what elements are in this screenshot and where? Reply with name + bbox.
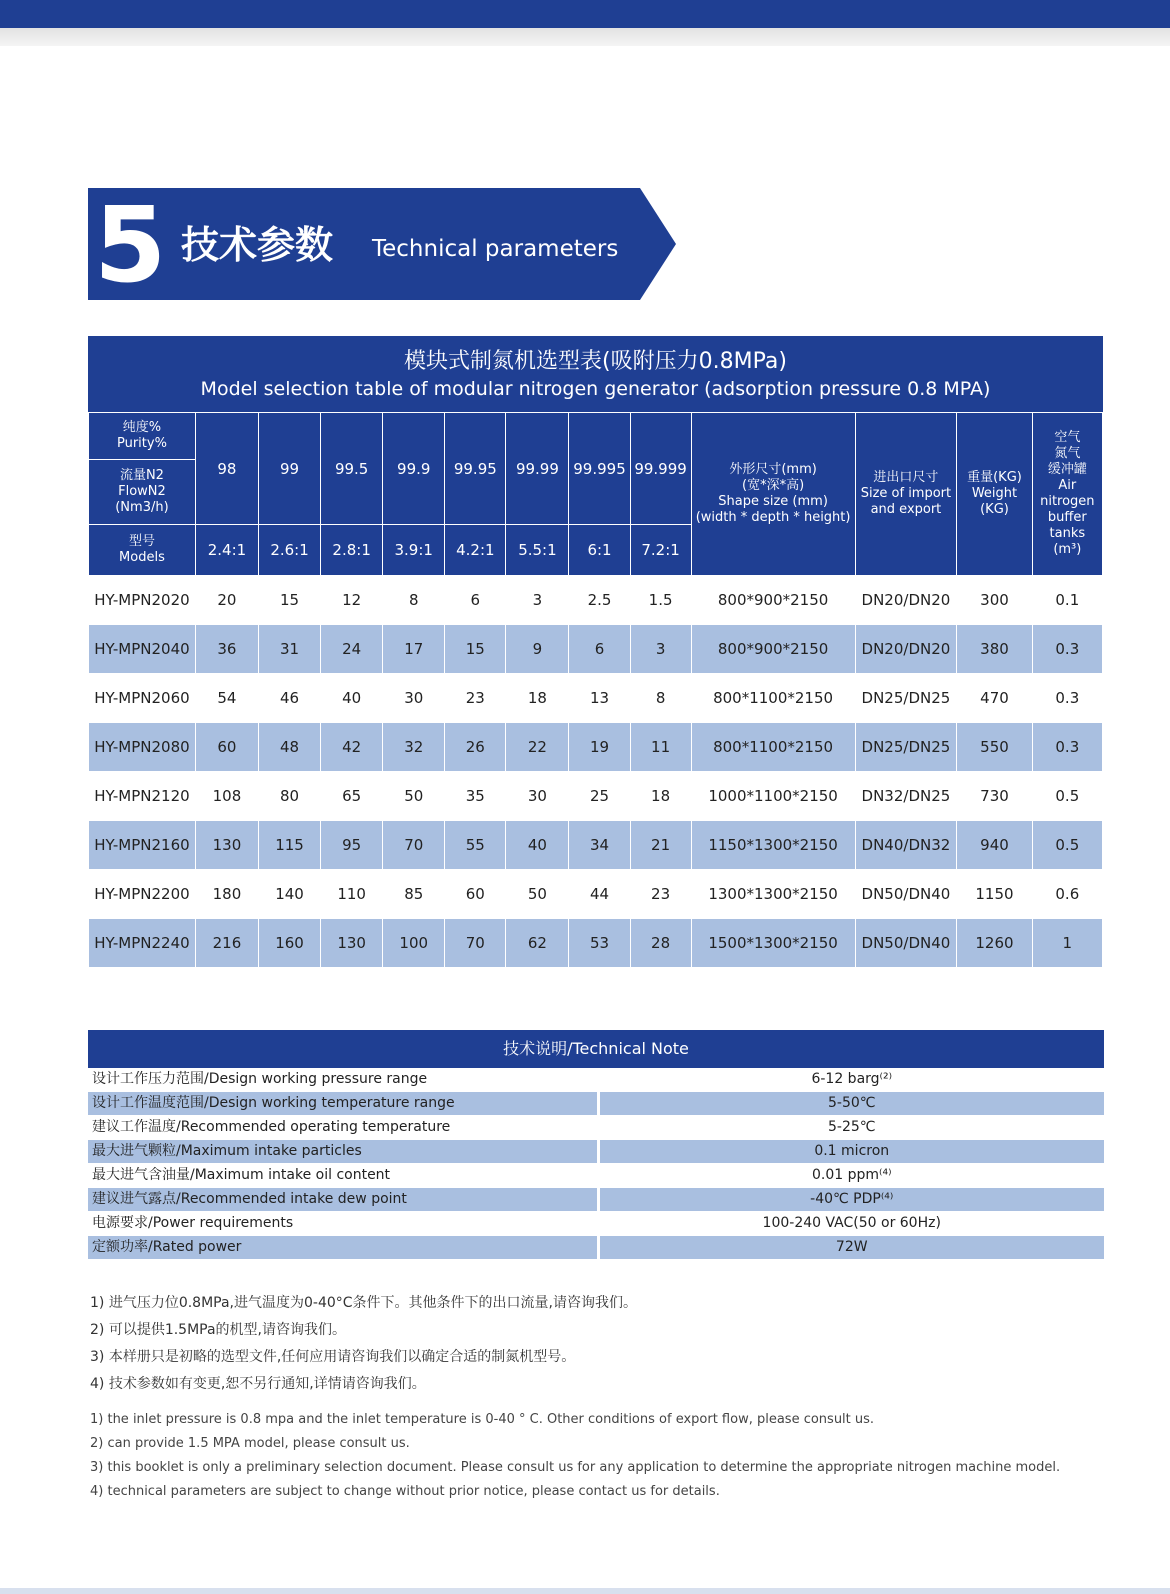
- header-row-purity: [89, 413, 1103, 460]
- flow-cell: 2.5: [569, 576, 630, 625]
- buffer-tank-header: 空气 氮气 缓冲罐 Air nitrogen buffer tanks (m³): [1032, 413, 1102, 576]
- weight-cell: 1260: [957, 919, 1032, 968]
- port-cell: DN50/DN40: [855, 870, 957, 919]
- model-cell: HY-MPN2080: [89, 723, 196, 772]
- ratio-value: 7.2:1: [630, 525, 691, 576]
- model-cell: HY-MPN2200: [89, 870, 196, 919]
- flow-cell: 130: [195, 821, 258, 870]
- model-cell: HY-MPN2060: [89, 674, 196, 723]
- flow-cell: 26: [445, 723, 506, 772]
- tank-cell: 0.3: [1032, 674, 1102, 723]
- note-label: 最大进气颗粒/Maximum intake particles: [88, 1140, 598, 1164]
- footnotes: [90, 1290, 1090, 1504]
- flow-cell: 42: [321, 723, 383, 772]
- note-row: [88, 1092, 1104, 1116]
- note-label: 设计工作压力范围/Design working pressure range: [88, 1068, 598, 1092]
- purity-header: 纯度% Purity%: [89, 413, 196, 460]
- flow-cell: 62: [506, 919, 569, 968]
- flow-cell: 12: [321, 576, 383, 625]
- flow-cell: 55: [445, 821, 506, 870]
- flow-cell: 31: [259, 625, 321, 674]
- flow-cell: 3: [506, 576, 569, 625]
- models-header: 型号 Models: [89, 525, 196, 576]
- note-label: 定额功率/Rated power: [88, 1236, 598, 1260]
- ratio-value: 3.9:1: [383, 525, 445, 576]
- flow-cell: 60: [445, 870, 506, 919]
- note-row: [88, 1188, 1104, 1212]
- purity-value: 99.9: [383, 413, 445, 525]
- flow-cell: 19: [569, 723, 630, 772]
- table-title-block: [88, 336, 1103, 412]
- flow-cell: 108: [195, 772, 258, 821]
- port-cell: DN25/DN25: [855, 723, 957, 772]
- flow-cell: 18: [506, 674, 569, 723]
- flow-cell: 50: [383, 772, 445, 821]
- flow-cell: 24: [321, 625, 383, 674]
- flow-cell: 18: [630, 772, 691, 821]
- shape-cell: 1150*1300*2150: [691, 821, 855, 870]
- tank-cell: 0.3: [1032, 723, 1102, 772]
- table-row: [89, 772, 1103, 821]
- flow-cell: 80: [259, 772, 321, 821]
- shape-cell: 1000*1100*2150: [691, 772, 855, 821]
- flow-cell: 22: [506, 723, 569, 772]
- note-value: 5-25℃: [598, 1116, 1104, 1140]
- shape-cell: 1300*1300*2150: [691, 870, 855, 919]
- flow-cell: 160: [259, 919, 321, 968]
- weight-cell: 470: [957, 674, 1032, 723]
- flow-cell: 8: [383, 576, 445, 625]
- shape-cell: 1500*1300*2150: [691, 919, 855, 968]
- weight-cell: 730: [957, 772, 1032, 821]
- footnote-cn-item: 3) 本样册只是初略的选型文件,任何应用请咨询我们以确定合适的制氮机型号。: [90, 1349, 576, 1365]
- flow-cell: 44: [569, 870, 630, 919]
- note-row: [88, 1164, 1104, 1188]
- weight-header: 重量(KG) Weight (KG): [957, 413, 1032, 576]
- purity-value: 99.95: [445, 413, 506, 525]
- shape-cell: 800*1100*2150: [691, 723, 855, 772]
- note-row: [88, 1068, 1104, 1092]
- note-label: 设计工作温度范围/Design working temperature range: [88, 1092, 598, 1116]
- table-title-cn: 模块式制氮机选型表(吸附压力0.8MPa): [404, 349, 787, 374]
- top-bar: [0, 0, 1170, 28]
- flow-cell: 70: [383, 821, 445, 870]
- port-cell: DN20/DN20: [855, 576, 957, 625]
- ratio-value: 2.8:1: [321, 525, 383, 576]
- section-number: 5: [94, 184, 167, 306]
- flow-cell: 11: [630, 723, 691, 772]
- flow-cell: 110: [321, 870, 383, 919]
- flow-cell: 40: [506, 821, 569, 870]
- flow-cell: 21: [630, 821, 691, 870]
- flow-cell: 70: [445, 919, 506, 968]
- flow-cell: 25: [569, 772, 630, 821]
- flow-cell: 115: [259, 821, 321, 870]
- note-value: 0.1 micron: [598, 1140, 1104, 1164]
- flow-cell: 3: [630, 625, 691, 674]
- flow-cell: 8: [630, 674, 691, 723]
- note-row: [88, 1236, 1104, 1260]
- port-cell: DN32/DN25: [855, 772, 957, 821]
- flow-cell: 130: [321, 919, 383, 968]
- flow-cell: 46: [259, 674, 321, 723]
- flow-cell: 140: [259, 870, 321, 919]
- table-title-en: Model selection table of modular nitrogen generator (adsorption pressure 0.8 MPA): [200, 378, 991, 400]
- flow-cell: 23: [445, 674, 506, 723]
- weight-cell: 940: [957, 821, 1032, 870]
- bottom-bar: [0, 1588, 1170, 1594]
- table-row: [89, 674, 1103, 723]
- note-value: 100-240 VAC(50 or 60Hz): [598, 1212, 1104, 1236]
- note-value: 5-50℃: [598, 1092, 1104, 1116]
- top-divider: [0, 28, 1170, 46]
- model-cell: HY-MPN2040: [89, 625, 196, 674]
- flow-cell: 28: [630, 919, 691, 968]
- tank-cell: 0.5: [1032, 772, 1102, 821]
- flow-cell: 48: [259, 723, 321, 772]
- ratio-value: 2.4:1: [195, 525, 258, 576]
- flow-cell: 35: [445, 772, 506, 821]
- tank-cell: 0.1: [1032, 576, 1102, 625]
- flow-cell: 30: [506, 772, 569, 821]
- flow-cell: 15: [259, 576, 321, 625]
- flow-cell: 13: [569, 674, 630, 723]
- port-cell: DN25/DN25: [855, 674, 957, 723]
- note-value: -40℃ PDP⁽⁴⁾: [598, 1188, 1104, 1212]
- footnote-en-item: 4) technical parameters are subject to change without prior notice, please contact us for details.: [90, 1484, 720, 1499]
- footnote-cn-item: 2) 可以提供1.5MPa的机型,请咨询我们。: [90, 1322, 347, 1338]
- note-value: 0.01 ppm⁽⁴⁾: [598, 1164, 1104, 1188]
- section-banner: [88, 184, 688, 306]
- note-label: 电源要求/Power requirements: [88, 1212, 598, 1236]
- model-cell: HY-MPN2240: [89, 919, 196, 968]
- flow-cell: 6: [445, 576, 506, 625]
- flow-cell: 50: [506, 870, 569, 919]
- ratio-value: 5.5:1: [506, 525, 569, 576]
- tank-cell: 1: [1032, 919, 1102, 968]
- tank-cell: 0.5: [1032, 821, 1102, 870]
- port-cell: DN20/DN20: [855, 625, 957, 674]
- flow-cell: 20: [195, 576, 258, 625]
- note-label: 建议进气露点/Recommended intake dew point: [88, 1188, 598, 1212]
- flow-cell: 6: [569, 625, 630, 674]
- technical-note-table: [88, 1068, 1104, 1260]
- weight-cell: 300: [957, 576, 1032, 625]
- flow-cell: 53: [569, 919, 630, 968]
- model-cell: HY-MPN2120: [89, 772, 196, 821]
- section-title-cn: 技术参数: [181, 223, 334, 267]
- flow-cell: 17: [383, 625, 445, 674]
- tank-cell: 0.3: [1032, 625, 1102, 674]
- note-row: [88, 1116, 1104, 1140]
- note-label: 最大进气含油量/Maximum intake oil content: [88, 1164, 598, 1188]
- table-row: [89, 821, 1103, 870]
- technical-note-title: 技术说明/Technical Note: [88, 1030, 1104, 1068]
- ratio-value: 4.2:1: [445, 525, 506, 576]
- flow-cell: 36: [195, 625, 258, 674]
- footnote-en-item: 3) this booklet is only a preliminary selection document. Please consult us for any application to determine the appropriate nitrogen machine model.: [90, 1460, 1061, 1475]
- flow-cell: 23: [630, 870, 691, 919]
- footnotes-en: [90, 1408, 1090, 1504]
- flow-cell: 85: [383, 870, 445, 919]
- import-export-header: 进出口尺寸 Size of import and export: [855, 413, 957, 576]
- tank-cell: 0.6: [1032, 870, 1102, 919]
- table-row: [89, 625, 1103, 674]
- weight-cell: 1150: [957, 870, 1032, 919]
- note-value: 72W: [598, 1236, 1104, 1260]
- port-cell: DN40/DN32: [855, 821, 957, 870]
- weight-cell: 550: [957, 723, 1032, 772]
- flow-cell: 40: [321, 674, 383, 723]
- purity-value: 99.5: [321, 413, 383, 525]
- weight-cell: 380: [957, 625, 1032, 674]
- flow-cell: 60: [195, 723, 258, 772]
- purity-value: 99.99: [506, 413, 569, 525]
- flow-header: 流量N2 FlowN2 (Nm3/h): [89, 460, 196, 525]
- note-label: 建议工作温度/Recommended operating temperature: [88, 1116, 598, 1140]
- ratio-value: 6:1: [569, 525, 630, 576]
- flow-cell: 65: [321, 772, 383, 821]
- shape-cell: 800*900*2150: [691, 625, 855, 674]
- flow-cell: 34: [569, 821, 630, 870]
- flow-cell: 54: [195, 674, 258, 723]
- note-row: [88, 1212, 1104, 1236]
- shape-size-header: 外形尺寸(mm) (宽*深*高) Shape size (mm) (width * depth * height): [691, 413, 855, 576]
- section-title-en: Technical parameters: [372, 236, 619, 262]
- flow-cell: 15: [445, 625, 506, 674]
- note-value: 6-12 barg⁽²⁾: [598, 1068, 1104, 1092]
- note-row: [88, 1140, 1104, 1164]
- purity-value: 99.999: [630, 413, 691, 525]
- flow-cell: 32: [383, 723, 445, 772]
- purity-value: 98: [195, 413, 258, 525]
- table-row: [89, 723, 1103, 772]
- footnote-cn-item: 1) 进气压力位0.8MPa,进气温度为0-40°C条件下。其他条件下的出口流量,请咨询我们。: [90, 1295, 638, 1311]
- flow-cell: 216: [195, 919, 258, 968]
- model-cell: HY-MPN2160: [89, 821, 196, 870]
- table-row: [89, 919, 1103, 968]
- flow-cell: 180: [195, 870, 258, 919]
- flow-cell: 100: [383, 919, 445, 968]
- footnotes-cn: [90, 1290, 1090, 1398]
- flow-cell: 1.5: [630, 576, 691, 625]
- footnote-en-item: 1) the inlet pressure is 0.8 mpa and the inlet temperature is 0-40 ° C. Other conditions of export flow, please consult us.: [90, 1412, 875, 1427]
- flow-cell: 30: [383, 674, 445, 723]
- purity-value: 99.995: [569, 413, 630, 525]
- table-row: [89, 870, 1103, 919]
- port-cell: DN50/DN40: [855, 919, 957, 968]
- table-row: [89, 576, 1103, 625]
- model-cell: HY-MPN2020: [89, 576, 196, 625]
- model-selection-table: [88, 412, 1103, 968]
- purity-value: 99: [259, 413, 321, 525]
- shape-cell: 800*900*2150: [691, 576, 855, 625]
- flow-cell: 9: [506, 625, 569, 674]
- footnote-en-item: 2) can provide 1.5 MPA model, please consult us.: [90, 1436, 410, 1451]
- flow-cell: 95: [321, 821, 383, 870]
- shape-cell: 800*1100*2150: [691, 674, 855, 723]
- ratio-value: 2.6:1: [259, 525, 321, 576]
- footnote-cn-item: 4) 技术参数如有变更,恕不另行通知,详情请咨询我们。: [90, 1376, 426, 1392]
